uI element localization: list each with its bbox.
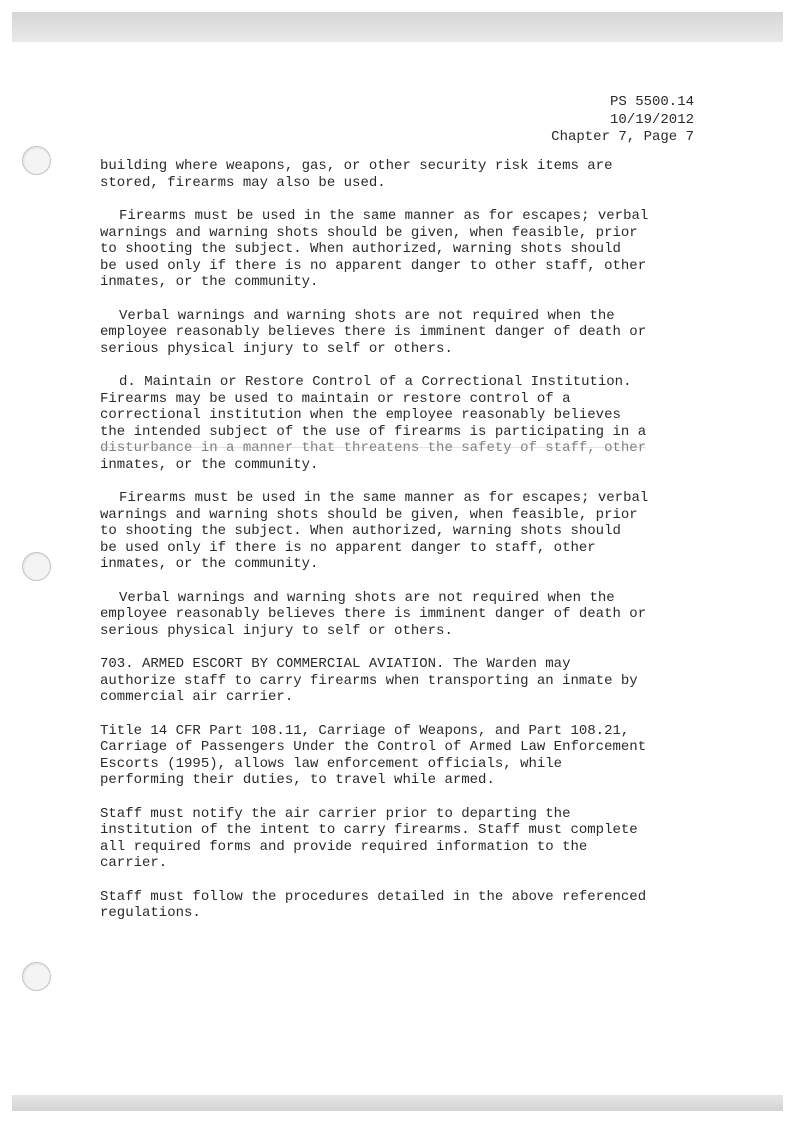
restore-control-end: inmates, or the community.	[100, 456, 319, 473]
document-body	[100, 158, 700, 922]
paragraph-verbal-warnings-2: Verbal warnings and warning shots are not required when the employee reasonably believes there is imminent danger of death or serious physical injury to self or others.	[100, 589, 647, 639]
section-703-heading-paragraph: 703. ARMED ESCORT BY COMMERCIAL AVIATION. The Warden may authorize staff to carry firearms when transporting an inmate by commercial air carrier.	[100, 656, 638, 705]
paragraph-restore-control	[100, 374, 700, 473]
scan-edge-bottom	[12, 1095, 783, 1111]
punch-hole-top-icon	[22, 146, 51, 175]
paragraph-notify-carrier: Staff must notify the air carrier prior to departing the institution of the intent to carry firearms. Staff must complete all required forms and provide required information to the carrier.	[100, 805, 638, 871]
paragraph-continuation: building where weapons, gas, or other security risk items are stored, firearms may also be used.	[100, 158, 613, 191]
paragraph-verbal-warnings: Verbal warnings and warning shots are not required when the employee reasonably believes there is imminent danger of death or serious physical injury to self or others.	[100, 307, 647, 357]
document-date: 10/19/2012	[609, 111, 694, 128]
paragraph-firearms-manner: Firearms must be used in the same manner as for escapes; verbal warnings and warning shots should be given, when feasible, prior to shooting the subject. When authorized, warning shots should be used only if there is no apparent danger to other staff, other inmates, or the community.	[100, 208, 649, 290]
restore-control-degraded-line: disturbance in a manner that threatens the safety of staff, other	[100, 440, 647, 456]
page-header	[551, 94, 694, 147]
punch-hole-middle-icon	[22, 552, 51, 581]
punch-hole-bottom-icon	[22, 962, 51, 991]
paragraph-firearms-manner-2: Firearms must be used in the same manner as for escapes; verbal warnings and warning shots should be given, when feasible, prior to shooting the subject. When authorized, warning shots should be used only if there is no apparent danger to staff, other inmates, or the community.	[100, 490, 649, 572]
scan-edge-top	[12, 12, 783, 42]
policy-number: PS 5500.14	[609, 94, 694, 110]
chapter-page: Chapter 7, Page 7	[551, 129, 694, 145]
paragraph-title-14-cfr: Title 14 CFR Part 108.11, Carriage of Weapons, and Part 108.21, Carriage of Passengers Under the Control of Armed Law Enforcement Escorts (1995), allows law enforcement officials, while performing their duties, to travel while armed.	[100, 722, 647, 788]
paragraph-follow-procedures: Staff must follow the procedures detailed in the above referenced regulations.	[100, 888, 647, 921]
restore-control-text: d. Maintain or Restore Control of a Correctional Institution. Firearms may be used to maintain or restore control of a correctional institution when the employee reasonably believes the intended subject of the use of firearms is participating in a	[100, 374, 647, 440]
